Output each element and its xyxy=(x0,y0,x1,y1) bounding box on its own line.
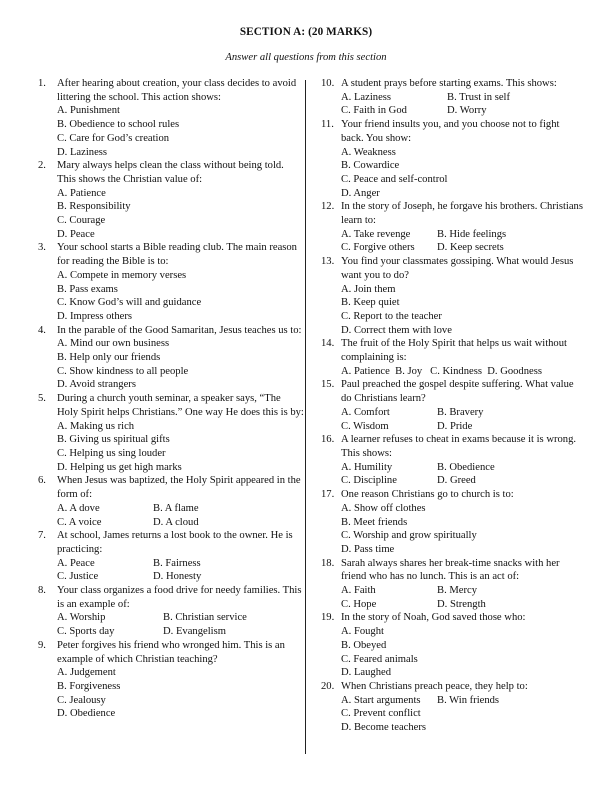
option-c: C. Jealousy xyxy=(57,694,106,706)
option-b: B. Obedience to school rules xyxy=(57,119,180,131)
option-row xyxy=(341,461,583,475)
left-column xyxy=(38,77,304,721)
option-row xyxy=(57,557,304,571)
option-row xyxy=(341,104,583,118)
question-4 xyxy=(38,324,304,393)
option-a: A. Show off clothes xyxy=(341,502,426,514)
question-stem: Your class organizes a food drive for needy families. This is an example of: xyxy=(57,585,302,610)
option-a: A. Making us rich xyxy=(57,420,135,432)
option-a: A. A dove xyxy=(57,502,100,514)
option-d: D. A cloud xyxy=(153,516,199,528)
option-d: D. Honesty xyxy=(153,571,202,583)
option-b: B. Help only our friends xyxy=(57,352,161,364)
column-divider xyxy=(305,80,306,754)
question-number: 19. xyxy=(321,612,335,624)
question-number: 8. xyxy=(38,585,46,597)
question-number: 12. xyxy=(321,201,335,213)
option-c: C. Helping us sing louder xyxy=(57,447,166,459)
option-b: B. Responsibility xyxy=(57,201,131,213)
option-d: D. Anger xyxy=(341,187,380,199)
question-stem: At school, James returns a lost book to the owner. He is practicing: xyxy=(57,530,293,555)
question-1 xyxy=(38,77,304,159)
option-row xyxy=(341,91,583,105)
option-a: A. Fought xyxy=(341,626,384,638)
question-stem: When Christians preach peace, they help to: xyxy=(341,680,528,692)
option-a: A. Laziness xyxy=(341,91,392,103)
option-row xyxy=(341,406,583,420)
question-stem: When Jesus was baptized, the Holy Spirit appeared in the form of: xyxy=(57,475,301,501)
question-number: 5. xyxy=(38,393,46,405)
option-row xyxy=(341,694,583,708)
option-b: B. Hide feelings xyxy=(437,228,507,240)
question-7 xyxy=(38,529,304,584)
question-stem: A learner refuses to cheat in exams because it is wrong. This shows: xyxy=(341,434,577,459)
question-number: 7. xyxy=(38,530,46,542)
option-d: D. Impress others xyxy=(57,310,133,322)
option-b: B. Pass exams xyxy=(57,283,118,295)
option-b: B. Win friends xyxy=(437,694,500,706)
question-10 xyxy=(321,77,583,118)
option-a: A. Punishment xyxy=(57,105,120,117)
option-d: D. Keep secrets xyxy=(437,242,504,254)
question-9 xyxy=(38,639,304,721)
section-instruction: Answer all questions from this section xyxy=(225,52,387,63)
option-d: D. Strength xyxy=(437,598,486,610)
question-stem: In the story of Joseph, he forgave his brothers. Christians learn to: xyxy=(341,201,583,227)
question-number: 10. xyxy=(321,78,335,89)
question-stem: One reason Christians go to church is to: xyxy=(341,489,514,501)
option-a: A. Comfort xyxy=(341,406,390,418)
section-title: SECTION A: (20 MARKS) xyxy=(239,26,373,38)
question-3 xyxy=(38,241,304,323)
option-a: A. Peace xyxy=(57,557,95,569)
question-6 xyxy=(38,474,304,529)
option-d: D. Laziness xyxy=(57,146,108,158)
question-number: 2. xyxy=(38,160,46,172)
option-b: B. Christian service xyxy=(163,612,247,624)
option-row xyxy=(57,502,304,516)
option-b: B. Keep quiet xyxy=(341,297,400,309)
option-c: C. Justice xyxy=(57,571,99,583)
question-number: 4. xyxy=(38,324,46,336)
option-d: D. Pride xyxy=(437,420,473,432)
option-c: C. Hope xyxy=(341,598,377,610)
question-number: 3. xyxy=(38,242,46,254)
option-b: B. Obeyed xyxy=(341,639,387,651)
right-column xyxy=(321,77,583,735)
option-d: D. Evangelism xyxy=(163,626,226,638)
option-a: A. Humility xyxy=(341,461,393,473)
option-c: C. Feared animals xyxy=(341,653,418,665)
question-18 xyxy=(321,557,583,612)
option-row xyxy=(341,420,583,434)
option-row xyxy=(341,474,583,488)
option-a: A. Patience xyxy=(57,187,106,199)
option-row xyxy=(57,570,304,584)
option-b: B. Bravery xyxy=(437,406,484,418)
option-d: D. Avoid strangers xyxy=(57,379,136,391)
option-row xyxy=(341,584,583,598)
question-number: 15. xyxy=(321,379,335,391)
question-2 xyxy=(38,159,304,241)
question-17 xyxy=(321,488,583,557)
option-c: C. Faith in God xyxy=(341,105,407,117)
option-c: C. Sports day xyxy=(57,626,115,638)
option-row: A. Patience B. Joy C. Kindness D. Goodness xyxy=(341,365,542,377)
question-stem: During a church youth seminar, a speaker says, “The Holy Spirit helps Christians.” One way He does this is by: xyxy=(57,393,304,418)
option-a: A. Faith xyxy=(341,585,376,597)
question-number: 20. xyxy=(321,680,335,692)
option-b: B. Trust in self xyxy=(447,91,510,103)
option-row xyxy=(341,598,583,612)
question-stem: In the story of Noah, God saved those who: xyxy=(341,612,526,624)
option-row xyxy=(341,241,583,255)
question-stem: Mary always helps clean the class without being told. This shows the Christian value of: xyxy=(57,160,284,185)
option-d: D. Obedience xyxy=(57,708,116,720)
option-d: D. Greed xyxy=(437,475,476,487)
option-c: C. Wisdom xyxy=(341,420,389,432)
question-number: 11. xyxy=(321,119,334,131)
option-row xyxy=(341,228,583,242)
option-d: D. Peace xyxy=(57,228,95,240)
option-row xyxy=(57,611,304,625)
option-a: A. Start arguments xyxy=(341,694,421,706)
option-d: D. Become teachers xyxy=(341,722,427,734)
question-number: 9. xyxy=(38,639,46,651)
question-number: 16. xyxy=(321,434,335,446)
option-b: B. Obedience xyxy=(437,461,495,473)
option-c: C. Know God’s will and guidance xyxy=(57,297,202,309)
option-a: A. Take revenge xyxy=(341,228,411,240)
question-stem: In the parable of the Good Samaritan, Jesus teaches us to: xyxy=(57,324,302,336)
option-b: B. A flame xyxy=(153,502,199,514)
question-14 xyxy=(321,337,583,378)
question-13 xyxy=(321,255,583,337)
option-b: B. Mercy xyxy=(437,585,478,597)
question-stem: Sarah always shares her break-time snacks with her friend who has no lunch. This is an act of: xyxy=(341,557,560,583)
question-stem: Paul preached the gospel despite suffering. What value do Christians learn? xyxy=(341,379,574,405)
question-number: 18. xyxy=(321,557,335,569)
option-d: D. Helping us get high marks xyxy=(57,461,182,473)
option-d: D. Pass time xyxy=(341,543,395,555)
option-d: D. Laughed xyxy=(341,667,392,679)
question-stem: Your school starts a Bible reading club. The main reason for reading the Bible is to: xyxy=(57,242,297,268)
question-stem: You find your classmates gossiping. What would Jesus want you to do? xyxy=(341,256,574,281)
question-16 xyxy=(321,433,583,488)
option-c: C. Discipline xyxy=(341,475,397,487)
question-stem: Your friend insults you, and you choose not to fight back. You show: xyxy=(341,119,560,144)
question-number: 1. xyxy=(38,78,46,89)
option-c: C. Prevent conflict xyxy=(341,708,421,720)
option-a: A. Worship xyxy=(57,612,106,624)
question-19 xyxy=(321,611,583,680)
option-row xyxy=(57,516,304,530)
option-c: C. Show kindness to all people xyxy=(57,365,189,377)
option-b: B. Forgiveness xyxy=(57,680,121,692)
option-b: B. Fairness xyxy=(153,557,201,569)
option-c: C. Report to the teacher xyxy=(341,310,442,322)
option-b: B. Meet friends xyxy=(341,516,408,528)
option-a: A. Join them xyxy=(341,283,396,295)
option-c: C. A voice xyxy=(57,516,102,528)
question-number: 6. xyxy=(38,475,46,487)
question-11 xyxy=(321,118,583,200)
option-d: D. Worry xyxy=(447,105,487,117)
question-15 xyxy=(321,378,583,433)
question-20 xyxy=(321,680,583,735)
question-stem: A student prays before starting exams. This shows: xyxy=(341,78,557,89)
option-a: A. Mind our own business xyxy=(57,338,170,350)
option-a: A. Weakness xyxy=(341,146,396,158)
question-stem: After hearing about creation, your class decides to avoid littering the school. This action shows: xyxy=(57,78,297,103)
option-a: A. Judgement xyxy=(57,667,116,679)
question-8 xyxy=(38,584,304,639)
option-row xyxy=(57,625,304,639)
question-number: 14. xyxy=(321,338,335,350)
option-d: D. Correct them with love xyxy=(341,324,452,336)
option-c: C. Courage xyxy=(57,215,106,227)
option-c: C. Forgive others xyxy=(341,242,415,254)
question-12 xyxy=(321,200,583,255)
option-a: A. Compete in memory verses xyxy=(57,269,187,281)
question-stem: The fruit of the Holy Spirit that helps us wait without complaining is: xyxy=(341,338,567,364)
option-b: B. Cowardice xyxy=(341,160,400,172)
question-stem: Peter forgives his friend who wronged him. This is an example of which Christian teaching? xyxy=(57,639,285,665)
question-5 xyxy=(38,392,304,474)
question-number: 17. xyxy=(321,489,335,501)
option-b: B. Giving us spiritual gifts xyxy=(57,434,170,446)
question-number: 13. xyxy=(321,256,335,268)
option-c: C. Care for God’s creation xyxy=(57,132,170,144)
option-c: C. Worship and grow spiritually xyxy=(341,530,477,542)
option-c: C. Peace and self-control xyxy=(341,173,448,185)
